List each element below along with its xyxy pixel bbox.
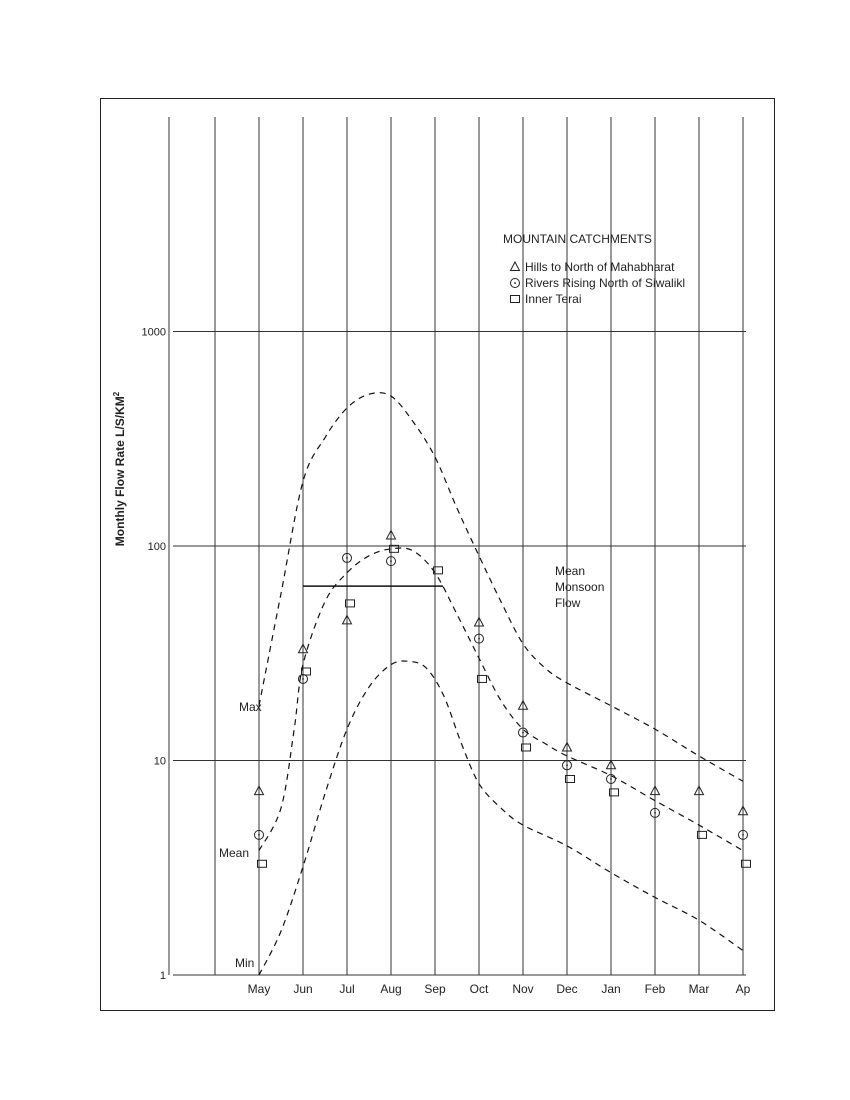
- legend-label-rivers-rising-north-of-siwalikl: Rivers Rising North of Siwalikl: [525, 276, 686, 290]
- y-axis-title-superscript: 2: [112, 391, 121, 397]
- y-tick-label-10: 10: [153, 755, 166, 768]
- legend: [503, 232, 685, 306]
- y-tick-label-1: 1: [159, 970, 166, 982]
- x-tick-label-jan: Jan: [601, 982, 621, 996]
- annotation-mean-monsoon-flow-line-3: Flow: [555, 596, 581, 610]
- curve-min: [259, 661, 743, 975]
- point-rivers-rising-north-of-siwalikl-may-dot: [258, 834, 260, 836]
- legend-marker-rivers-rising-north-of-siwalikl-dot: [514, 282, 516, 284]
- grid: [169, 117, 746, 975]
- point-rivers-rising-north-of-siwalikl-jul-dot: [346, 557, 348, 559]
- chart-frame: [100, 98, 775, 1011]
- curve-mean: [259, 548, 743, 851]
- legend-marker-rivers-rising-north-of-siwalikl: [511, 279, 520, 288]
- annotation-min: Min: [235, 956, 255, 970]
- point-rivers-rising-north-of-siwalikl-aug-dot: [390, 560, 392, 562]
- legend-marker-inner-terai: [511, 296, 520, 303]
- point-rivers-rising-north-of-siwalikl-nov-dot: [522, 732, 524, 734]
- legend-marker-hills-to-north-of-mahabharat: [511, 262, 520, 271]
- legend-label-inner-terai: Inner Terai: [525, 292, 582, 306]
- x-tick-label-oct: Oct: [469, 982, 489, 996]
- point-rivers-rising-north-of-siwalikl-jun-dot: [302, 678, 304, 680]
- y-tick-label-100: 100: [147, 541, 166, 553]
- data-points: [255, 530, 751, 867]
- x-tick-label-sep: Sep: [424, 982, 446, 996]
- point-rivers-rising-north-of-siwalikl-dec-dot: [566, 764, 568, 766]
- y-axis-title-text: Monthly Flow Rate L/S/KM: [113, 396, 127, 547]
- curve-max: [259, 393, 743, 782]
- annotation-mean: Mean: [219, 846, 250, 860]
- legend-label-hills-to-north-of-mahabharat: Hills to North of Mahabharat: [525, 260, 675, 274]
- point-rivers-rising-north-of-siwalikl-ap-dot: [742, 834, 744, 836]
- x-tick-label-ap: Ap: [735, 982, 751, 996]
- x-tick-label-dec: Dec: [556, 982, 578, 996]
- x-tick-label-feb: Feb: [644, 982, 666, 996]
- point-rivers-rising-north-of-siwalikl-jan-dot: [610, 778, 612, 780]
- annotation-mean-monsoon-flow-line-2: Monsoon: [555, 580, 605, 594]
- annotation-mean-monsoon-flow-line-1: Mean: [555, 564, 586, 578]
- envelope-curves: [259, 393, 743, 975]
- legend-title: MOUNTAIN CATCHMENTS: [503, 232, 652, 246]
- annotations: [219, 564, 604, 970]
- point-rivers-rising-north-of-siwalikl-feb-dot: [654, 812, 656, 814]
- x-tick-label-jun: Jun: [293, 982, 313, 996]
- annotation-max: Max: [239, 700, 262, 714]
- flow-rate-chart: [101, 99, 776, 1012]
- point-rivers-rising-north-of-siwalikl-oct-dot: [478, 638, 480, 640]
- x-tick-label-nov: Nov: [512, 982, 534, 996]
- y-tick-label-1000: 1000: [141, 326, 166, 339]
- x-tick-label-aug: Aug: [380, 982, 402, 996]
- y-axis-title: [112, 391, 127, 546]
- x-tick-label-jul: Jul: [339, 982, 355, 996]
- x-tick-label-may: May: [247, 982, 271, 996]
- x-tick-label-mar: Mar: [688, 982, 710, 996]
